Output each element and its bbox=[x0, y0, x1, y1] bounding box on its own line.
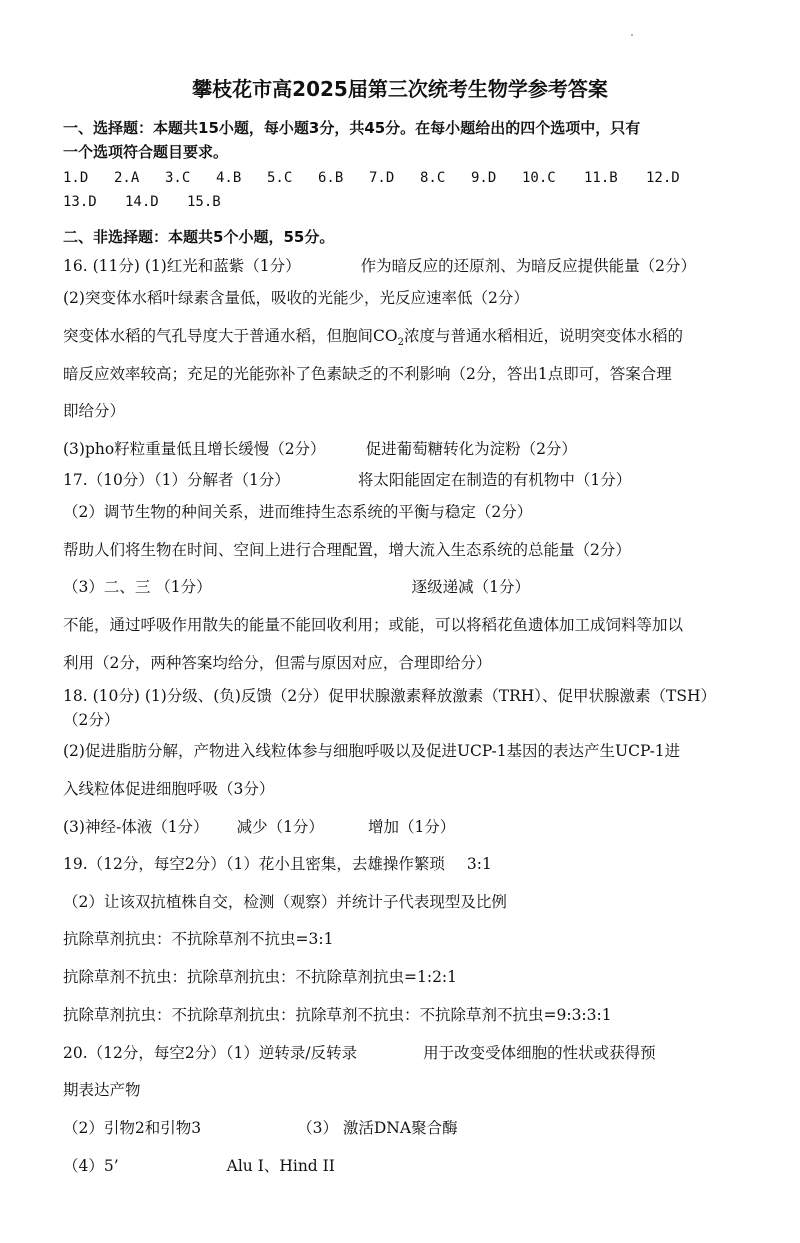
q16-line1 bbox=[63, 256, 760, 276]
q17-part3-answer-b: 逐级递减（1分） bbox=[411, 578, 531, 596]
q19-line4: 抗除草剂不抗虫：抗除草剂抗虫：不抗除草剂抗虫=1:2:1 bbox=[63, 968, 458, 986]
q17-line1 bbox=[63, 470, 760, 490]
q20-part4-answer-a: （4）5’ bbox=[63, 1157, 119, 1175]
q17-line3: 帮助人们将生物在时间、空间上进行合理配置，增大流入生态系统的总能量（2分） bbox=[63, 541, 631, 559]
q16-line3-text-a: 突变体水稻的气孔导度大于普通水稻，但胞间CO bbox=[63, 327, 398, 345]
choice-answer: 5.C bbox=[267, 170, 293, 186]
q20-line2: 期表达产物 bbox=[63, 1081, 141, 1099]
q16-line6 bbox=[63, 439, 760, 459]
section2-heading: 二、非选择题：本题共5个小题，55分。 bbox=[63, 228, 335, 246]
section1-instruction-line2: 一个选项符合题目要求。 bbox=[63, 143, 229, 161]
q17-part1-answer-b: 将太阳能固定在制造的有机物中（1分） bbox=[357, 471, 632, 489]
q16-line3 bbox=[63, 326, 760, 353]
q16-line2: (2)突变体水稻叶绿素含量低，吸收的光能少，光反应速率低（2分） bbox=[63, 289, 529, 307]
q18-line4: 入线粒体促进细胞呼吸（3分） bbox=[63, 780, 275, 798]
q17-line6: 利用（2分，两种答案均给分，但需与原因对应，合理即给分） bbox=[63, 654, 492, 672]
q20-part2-answer: （2）引物2和引物3 bbox=[63, 1119, 202, 1137]
q19-part1-answer-a: 19.（12分，每空2分）（1）花小且密集，去雄操作繁琐 bbox=[63, 855, 445, 873]
q20-part1-answer-b: 用于改变受体细胞的性状或获得预 bbox=[423, 1044, 656, 1062]
page-title: 攀枝花市高2025届第三次统考生物学参考答案 bbox=[192, 77, 608, 101]
q18-line2: （2分） bbox=[63, 711, 120, 729]
q17-line2: （2）调节生物的种间关系，进而维持生态系统的平衡与稳定（2分） bbox=[63, 503, 533, 521]
q17-part3-answer-a: （3）二、三 （1分） bbox=[63, 578, 212, 596]
q16-line5: 即给分） bbox=[63, 402, 126, 420]
q17-line4 bbox=[63, 577, 760, 597]
choice-answer: 6.B bbox=[318, 170, 344, 186]
q16-line3-text-b: 浓度与普通水稻相近，说明突变体水稻的 bbox=[403, 327, 683, 345]
choice-answer: 13.D bbox=[63, 194, 97, 210]
q20-line3 bbox=[63, 1118, 760, 1138]
q20-line4 bbox=[63, 1156, 760, 1176]
choice-answer: 1.D bbox=[63, 170, 89, 186]
choice-answer: 10.C bbox=[522, 170, 556, 186]
q16-line4: 暗反应效率较高；充足的光能弥补了色素缺乏的不利影响（2分，答出1点即可，答案合理 bbox=[63, 365, 672, 383]
answers-row-1 bbox=[63, 168, 760, 188]
q19-line3: 抗除草剂抗虫：不抗除草剂不抗虫=3:1 bbox=[63, 930, 334, 948]
choice-answer: 15.B bbox=[187, 194, 221, 210]
q20-part4-answer-b: Alu I、Hind II bbox=[226, 1157, 335, 1175]
q17-line5: 不能，通过呼吸作用散失的能量不能回收利用；或能，可以将稻花鱼遗体加工成饲料等加以 bbox=[63, 616, 684, 634]
choice-answer: 3.C bbox=[165, 170, 191, 186]
co2-subscript: 2 bbox=[397, 337, 404, 349]
q17-part1-answer-a: 17.（10分）（1）分解者（1分） bbox=[63, 471, 290, 489]
q20-line1 bbox=[63, 1043, 760, 1063]
answers-row-2 bbox=[63, 192, 760, 212]
q18-line5 bbox=[63, 817, 760, 837]
scan-speck bbox=[631, 34, 633, 36]
q16-part3-answer-a: (3)pho籽粒重量低且增长缓慢（2分） bbox=[63, 440, 326, 458]
choice-answer: 8.C bbox=[420, 170, 446, 186]
q19-line1 bbox=[63, 854, 760, 874]
choice-answer: 4.B bbox=[216, 170, 242, 186]
q20-part3-answer: （3） 激活DNA聚合酶 bbox=[297, 1119, 458, 1137]
choice-answer: 14.D bbox=[125, 194, 159, 210]
q19-part1-answer-b: 3:1 bbox=[466, 855, 492, 873]
q18-part3-answer-a: (3)神经-体液（1分） bbox=[63, 818, 209, 836]
choice-answer: 11.B bbox=[584, 170, 618, 186]
choice-answer: 12.D bbox=[646, 170, 680, 186]
q19-line2: （2）让该双抗植株自交，检测（观察）并统计子代表现型及比例 bbox=[63, 893, 507, 911]
q16-part3-answer-b: 促进葡萄糖转化为淀粉（2分） bbox=[365, 440, 577, 458]
choice-answer: 2.A bbox=[114, 170, 140, 186]
q18-line1: 18. (10分) (1)分级、(负)反馈（2分）促甲状腺激素释放激素（TRH）、促甲状腺激素（TSH） bbox=[63, 687, 716, 705]
q18-line3: (2)促进脂肪分解，产物进入线粒体参与细胞呼吸以及促进UCP-1基因的表达产生UCP-1进 bbox=[63, 742, 681, 760]
choice-answer: 9.D bbox=[471, 170, 497, 186]
choice-answer: 7.D bbox=[369, 170, 395, 186]
q18-part3-answer-b: 减少（1分） bbox=[236, 818, 324, 836]
q20-part1-answer-a: 20.（12分，每空2分）（1）逆转录/反转录 bbox=[63, 1044, 358, 1062]
q16-part1-answer-b: 作为暗反应的还原剂、为暗反应提供能量（2分） bbox=[360, 257, 697, 275]
q16-part1-answer: 16. (11分) (1)红光和蓝紫（1分） bbox=[63, 257, 301, 275]
q19-line5: 抗除草剂抗虫：不抗除草剂抗虫：抗除草剂不抗虫：不抗除草剂不抗虫=9:3:3:1 bbox=[63, 1006, 612, 1024]
section1-instruction-line1: 一、选择题：本题共15小题，每小题3分，共45分。在每小题给出的四个选项中，只有 bbox=[63, 119, 641, 137]
q18-part3-answer-c: 增加（1分） bbox=[367, 818, 456, 836]
